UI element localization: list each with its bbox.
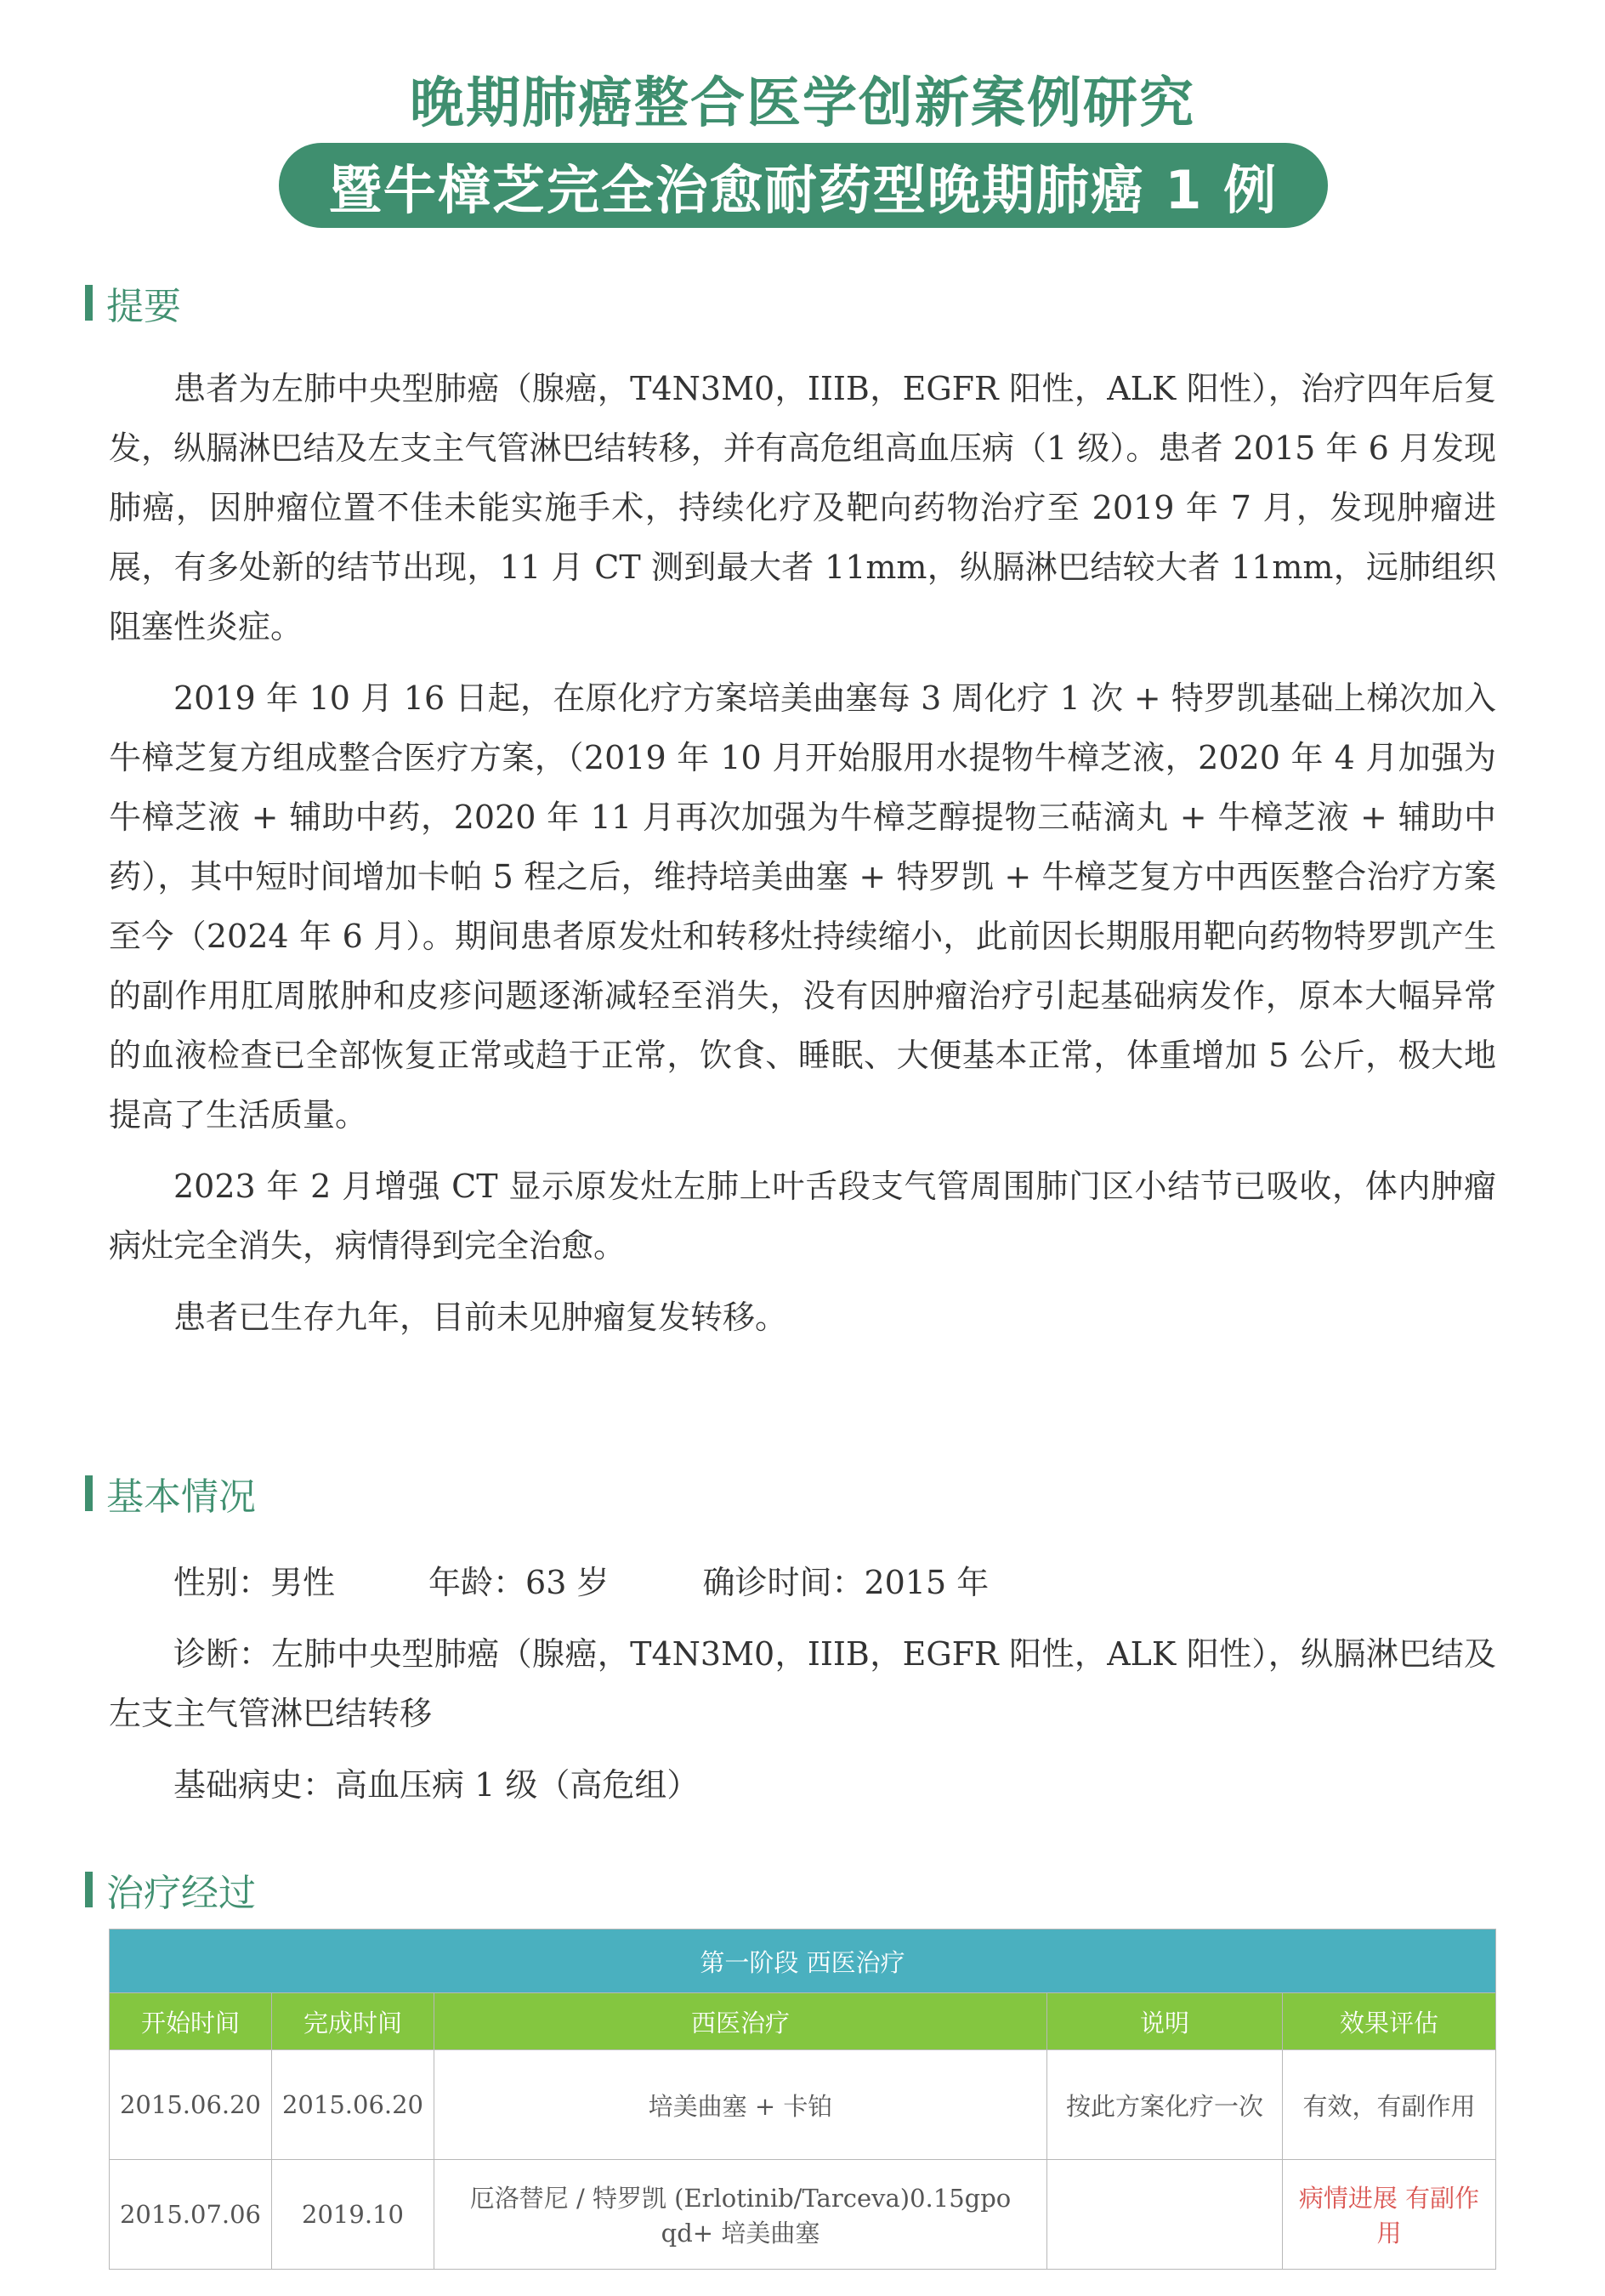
diagnosis-text: 诊断：左肺中央型肺癌（腺癌，T4N3M0，IIIB，EGFR 阳性，ALK 阳性），纵膈淋巴结及左支主气管淋巴结转移 <box>109 1635 1496 1732</box>
cell-note: 按此方案化疗一次 <box>1047 2050 1283 2160</box>
section-bar <box>85 285 93 321</box>
abstract-paragraph: 患者为左肺中央型肺癌（腺癌，T4N3M0，IIIB，EGFR 阳性，ALK 阳性），治疗四年后复发，纵膈淋巴结及左支主气管淋巴结转移，并有高危组高血压病（1 级）。患者 2015 年 6 月发现肺癌，因肿瘤位置不佳未能实施手术，持续化疗及靶向药物治疗至 2019 年 7 月，发现肿瘤进展，有多处新的结节出现，11 月 CT 测到最大者 11mm，纵膈淋巴结较大者 11mm，远肺组织阻塞性炎症。 <box>109 370 1496 645</box>
section-heading-treatment <box>85 1862 256 1917</box>
column-header-therapy: 西医治疗 <box>434 1993 1047 2050</box>
cell-note <box>1047 2160 1283 2270</box>
cell-therapy: 厄洛替尼 / 特罗凯 (Erlotinib/Tarceva)0.15gpo qd+ 培美曲塞 <box>434 2160 1047 2270</box>
column-header-effect: 效果评估 <box>1283 1993 1496 2050</box>
cell-start: 2015.06.20 <box>110 2050 272 2160</box>
section-heading-basic <box>85 1466 256 1520</box>
cell-effect: 病情进展 有副作用 <box>1283 2160 1496 2270</box>
column-header-start: 开始时间 <box>110 1993 272 2050</box>
section-bar <box>85 1872 93 1907</box>
table-row <box>110 2160 1496 2270</box>
cell-end: 2019.10 <box>272 2160 434 2270</box>
basic-info-row <box>109 1553 1496 1612</box>
stage-header-row <box>110 1929 1496 1993</box>
abstract-body <box>109 359 1496 1359</box>
column-header-end: 完成时间 <box>272 1993 434 2050</box>
gender-value: 性别：男性 <box>173 1564 336 1601</box>
section-heading-label: 提要 <box>106 285 181 328</box>
column-header-row <box>110 1993 1496 2050</box>
diagnosis-time-value: 确诊时间：2015 年 <box>702 1564 990 1601</box>
treatment-table <box>109 1929 1496 2270</box>
section-heading-label: 基本情况 <box>106 1475 256 1519</box>
abstract-paragraph: 2019 年 10 月 16 日起，在原化疗方案培美曲塞每 3 周化疗 1 次 + 特罗凯基础上梯次加入牛樟芝复方组成整合医疗方案，（2019 年 10 月开始服用水提物牛樟芝液，2020 年 4 月加强为牛樟芝液 + 辅助中药，2020 年 11 月再次加强为牛樟芝醇提物三萜滴丸 + 牛樟芝液 + 辅助中药），其中短时间增加卡帕 5 程之后，维持培美曲塞 + 特罗凯 + 牛樟芝复方中西医整合治疗方案至今（2024 年 6 月）。期间患者原发灶和转移灶持续缩小，此前因长期服用靶向药物特罗凯产生的副作用肛周脓肿和皮疹问题逐渐减轻至消失，没有因肿瘤治疗引起基础病发作，原本大幅异常的血液检查已全部恢复正常或趋于正常，饮食、睡眠、大便基本正常，体重增加 5 公斤，极大地提高了生活质量。 <box>109 679 1496 1134</box>
medical-history-text: 基础病史：高血压病 1 级（高危组） <box>173 1766 700 1804</box>
table-row <box>110 2050 1496 2160</box>
column-header-note: 说明 <box>1047 1993 1283 2050</box>
cell-effect: 有效，有副作用 <box>1283 2050 1496 2160</box>
section-heading-abstract <box>85 276 181 330</box>
document-title: 晚期肺癌整合医学创新案例研究 <box>410 72 1195 135</box>
basic-info-body <box>109 1553 1496 1827</box>
age-value: 年龄：63 岁 <box>428 1564 610 1601</box>
cell-therapy: 培美曲塞 + 卡铂 <box>434 2050 1047 2160</box>
document-subtitle-banner: 暨牛樟芝完全治愈耐药型晚期肺癌 1 例 <box>279 143 1328 228</box>
section-heading-label: 治疗经过 <box>106 1872 256 1915</box>
stage-title: 第一阶段 西医治疗 <box>110 1929 1496 1993</box>
cell-start: 2015.07.06 <box>110 2160 272 2270</box>
abstract-paragraph: 患者已生存九年，目前未见肿瘤复发转移。 <box>173 1299 788 1336</box>
section-bar <box>85 1475 93 1511</box>
cell-end: 2015.06.20 <box>272 2050 434 2160</box>
abstract-paragraph: 2023 年 2 月增强 CT 显示原发灶左肺上叶舌段支气管周围肺门区小结节已吸收，体内肿瘤病灶完全消失，病情得到完全治愈。 <box>109 1168 1496 1265</box>
